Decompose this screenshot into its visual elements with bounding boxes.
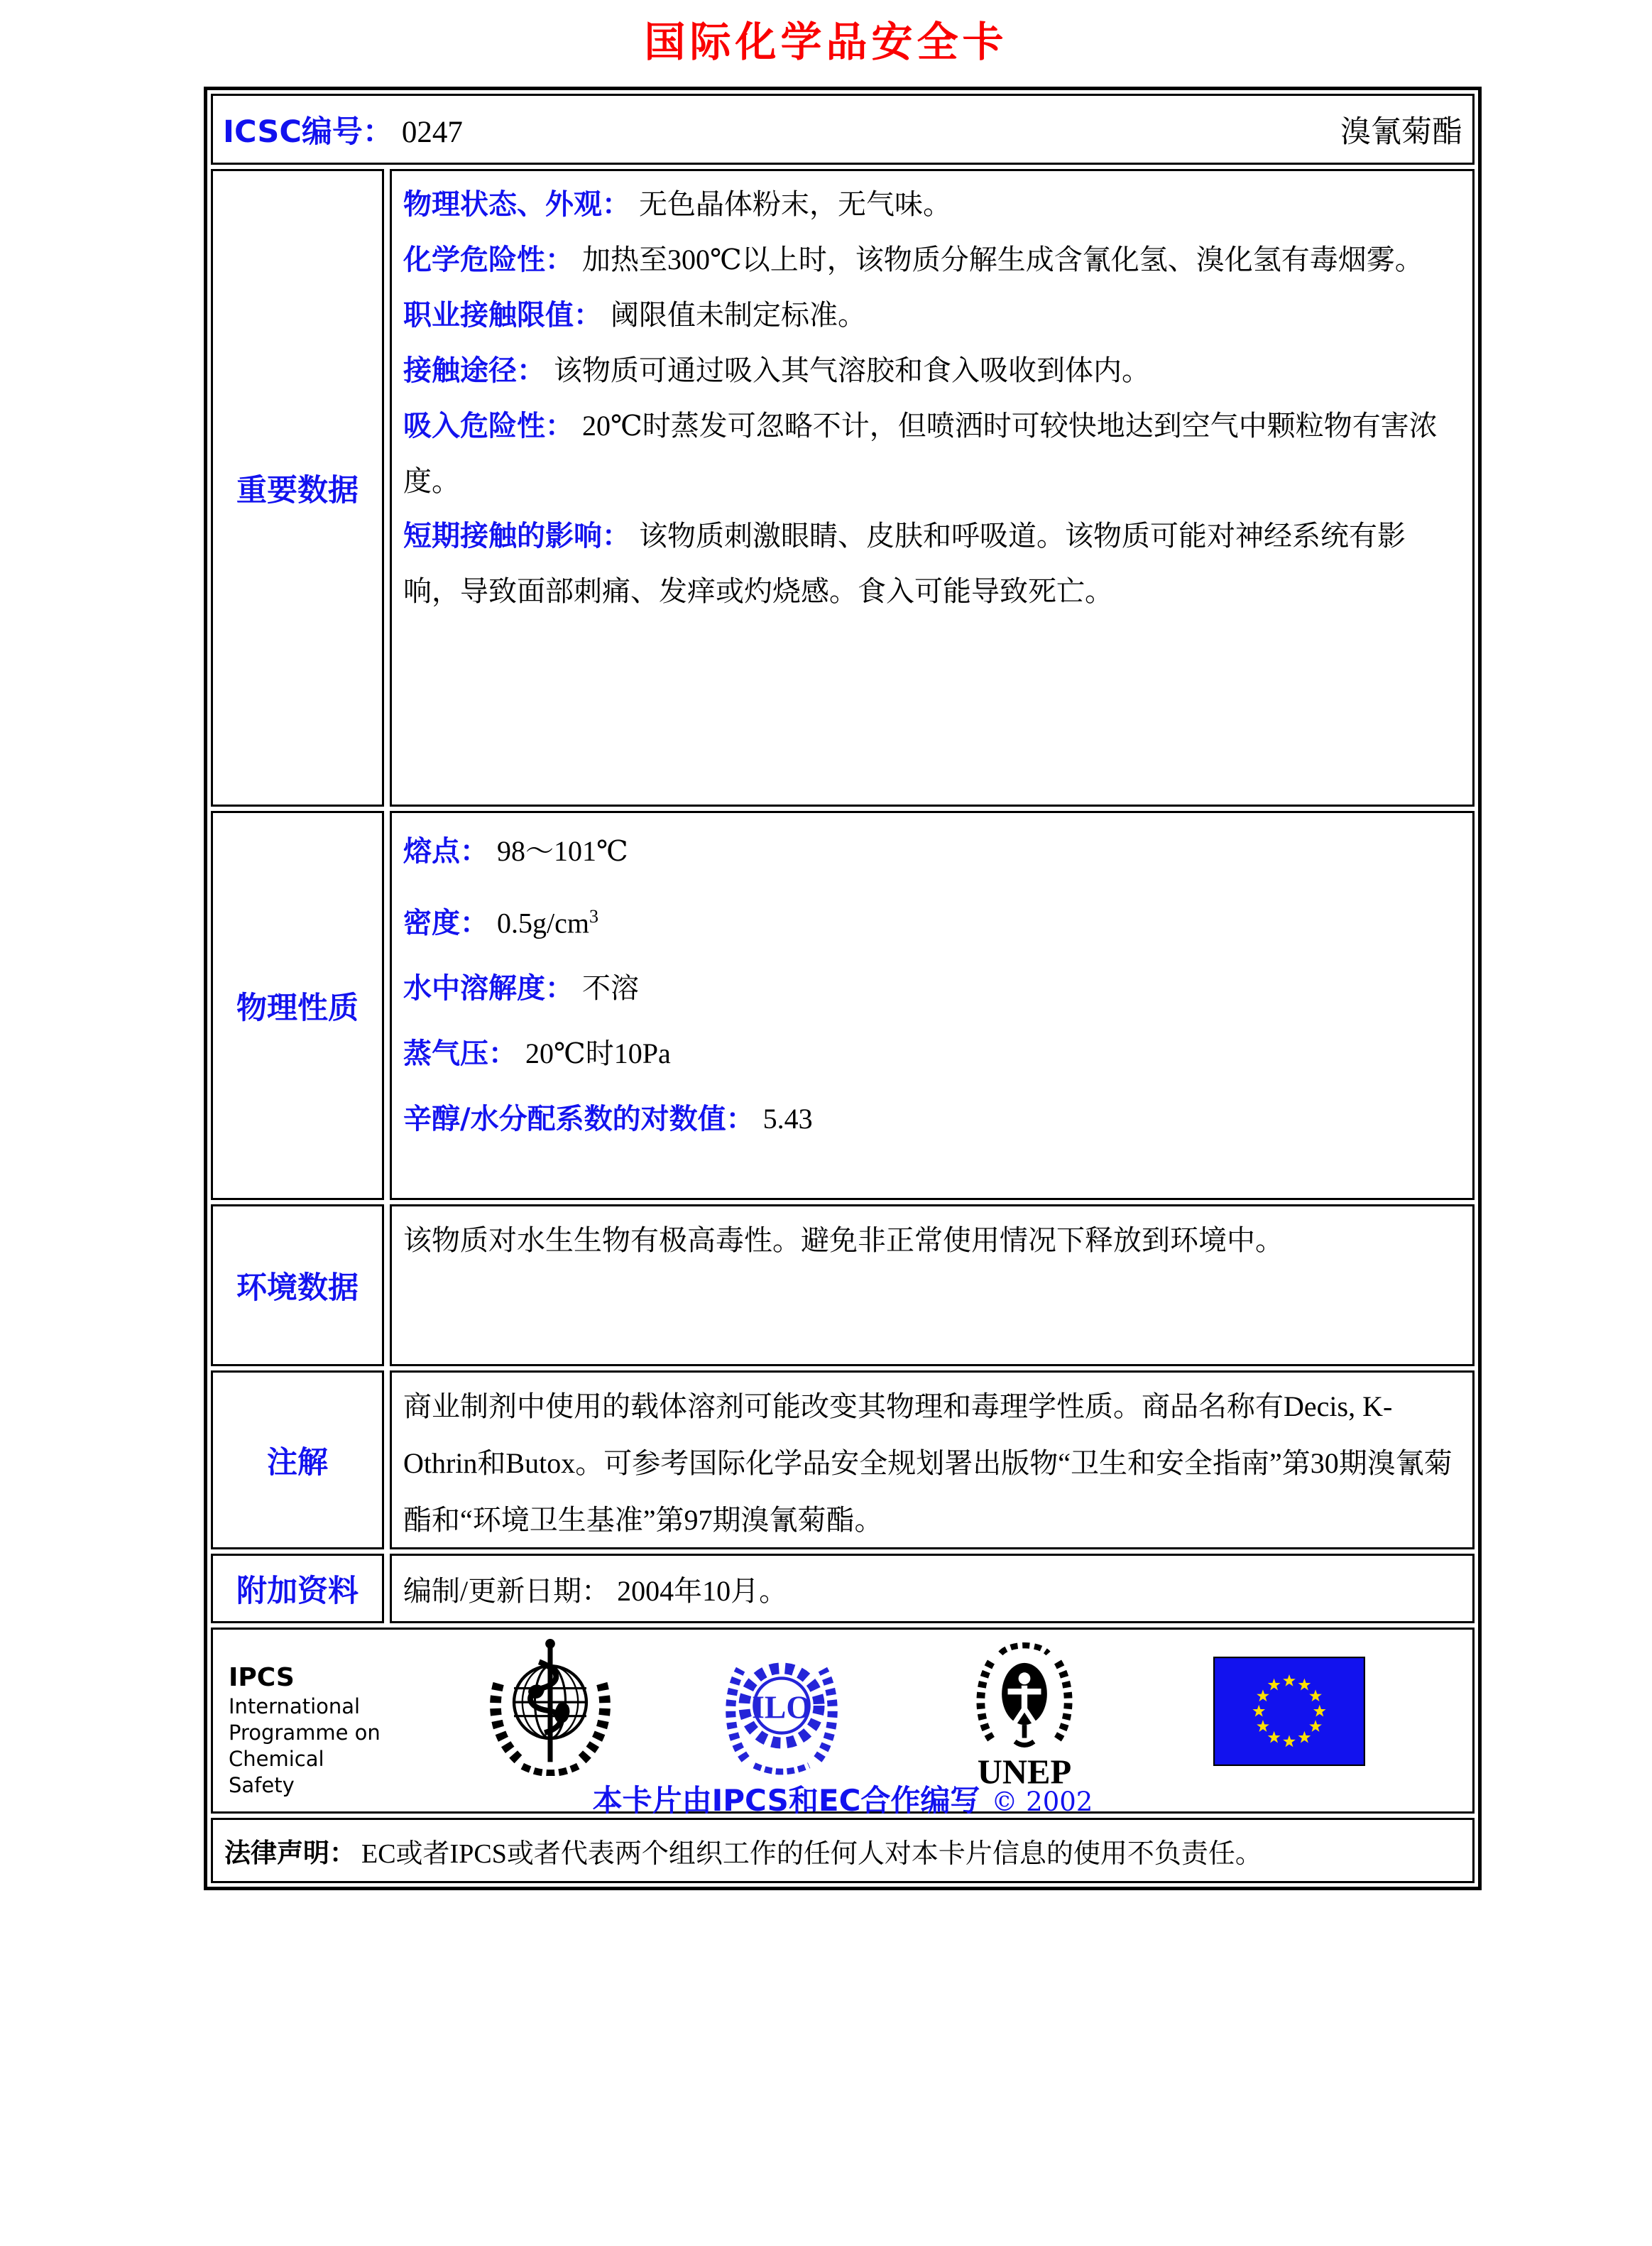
chemical-name: 溴氰菊酯 <box>1340 115 1462 149</box>
additional-info-row <box>211 1554 1475 1623</box>
section-label-environmental-data: 环境数据 <box>236 1270 359 1306</box>
additional-info-content <box>390 1554 1475 1623</box>
legal-label: 法律声明： <box>224 1838 356 1868</box>
physical-properties-content <box>390 811 1475 1200</box>
section-label-cell-notes <box>211 1370 384 1549</box>
environmental-data-content <box>390 1204 1475 1366</box>
section-label-additional-info: 附加资料 <box>236 1573 359 1609</box>
important-data-item: 吸入危险性： 20℃时蒸发可忽略不计，但喷洒时可较快地达到空气中颗粒物有害浓度。 <box>403 410 1438 497</box>
physical-property-item: 密度： $0.5g/cm^3$ <box>403 906 598 940</box>
icsc-number-label: ICSC编号： <box>223 114 393 150</box>
important-data-content <box>390 169 1475 807</box>
ipcs-acronym: IPCS <box>229 1663 295 1692</box>
environmental-data-text: 该物质对水生生物有极高毒性。避免非正常使用情况下释放到环境中。 <box>403 1224 1284 1256</box>
update-date-value: 2004年10月。 <box>617 1574 788 1607</box>
header-row <box>211 94 1475 165</box>
notes-content <box>390 1370 1475 1549</box>
important-data-item: 职业接触限值： 阈限值未制定标准。 <box>403 299 866 332</box>
section-label-physical-properties: 物理性质 <box>236 990 359 1026</box>
legal-row <box>211 1818 1475 1883</box>
logos-cell <box>211 1628 1475 1818</box>
important-data-item: 物理状态、外观： 无色晶体粉末，无气味。 <box>403 188 951 221</box>
section-label-cell-important-data <box>211 169 384 807</box>
physical-property-item: 辛醇/水分配系数的对数值： 5.43 <box>403 1103 813 1136</box>
ilo-logo-icon <box>719 1640 844 1777</box>
svg-text:ILO: ILO <box>752 1689 811 1726</box>
page-title: 国际化学品安全卡 <box>644 18 1008 66</box>
important-data-item: 化学危险性： 加热至300℃以上时，该物质分解生成含氰化氢、溴化氢有毒烟雾。 <box>403 244 1423 276</box>
physical-property-item: 蒸气压： 20℃时10Pa <box>403 1037 671 1071</box>
icsc-card <box>204 87 1482 1890</box>
physical-property-item: 水中溶解度： 不溶 <box>403 972 639 1005</box>
unep-logo-icon <box>965 1637 1084 1792</box>
section-label-notes: 注解 <box>267 1444 328 1481</box>
physical-properties-row <box>211 811 1475 1200</box>
legal-text: EC或者IPCS或者代表两个组织工作的任何人对本卡片信息的使用不负责任。 <box>361 1838 1262 1869</box>
icsc-number-group <box>223 108 463 151</box>
eu-flag-icon <box>1213 1657 1365 1766</box>
density-superscript: 3 <box>589 906 598 927</box>
section-label-cell-environmental-data <box>211 1204 384 1366</box>
header-cell <box>211 94 1475 165</box>
section-label-cell-physical-properties <box>211 811 384 1200</box>
important-data-item: 接触途径： 该物质可通过吸入其气溶胶和食入吸收到体内。 <box>403 354 1150 387</box>
cooperation-caption <box>221 1777 1464 1820</box>
icsc-number-value: 0247 <box>401 115 463 149</box>
legal-cell <box>211 1818 1475 1883</box>
section-label-cell-additional-info <box>211 1554 384 1623</box>
ipcs-text-block: IPCS International Programme on Chemical Safety <box>229 1662 395 1799</box>
notes-row <box>211 1370 1475 1549</box>
who-logo-icon <box>481 1637 620 1776</box>
cooperation-caption-text: 本卡片由IPCS和EC合作编写 <box>592 1783 980 1818</box>
copyright-text: © 2002 <box>991 1787 1093 1817</box>
logos-strip <box>221 1634 1464 1797</box>
section-label-important-data: 重要数据 <box>236 472 359 508</box>
update-date-label: 编制/更新日期： <box>403 1574 611 1607</box>
important-data-row <box>211 169 1475 807</box>
notes-text: 商业制剂中使用的载体溶剂可能改变其物理和毒理学性质。商品名称有Decis, K-Othrin和Butox。可参考国际化学品安全规划署出版物“卫生和安全指南”第30期溴氰菊酯和“环境卫生基准”第97期溴氰菊酯。 <box>403 1390 1453 1536</box>
logos-row <box>211 1628 1475 1818</box>
important-data-item: 短期接触的影响： 该物质刺激眼睛、皮肤和呼吸道。该物质可能对神经系统有影响，导致面部刺痛、发痒或灼烧感。食入可能导致死亡。 <box>403 520 1406 607</box>
svg-text:UNEP: UNEP <box>977 1752 1072 1792</box>
physical-property-item: 熔点： 98～101℃ <box>403 835 628 868</box>
environmental-data-row <box>211 1204 1475 1366</box>
